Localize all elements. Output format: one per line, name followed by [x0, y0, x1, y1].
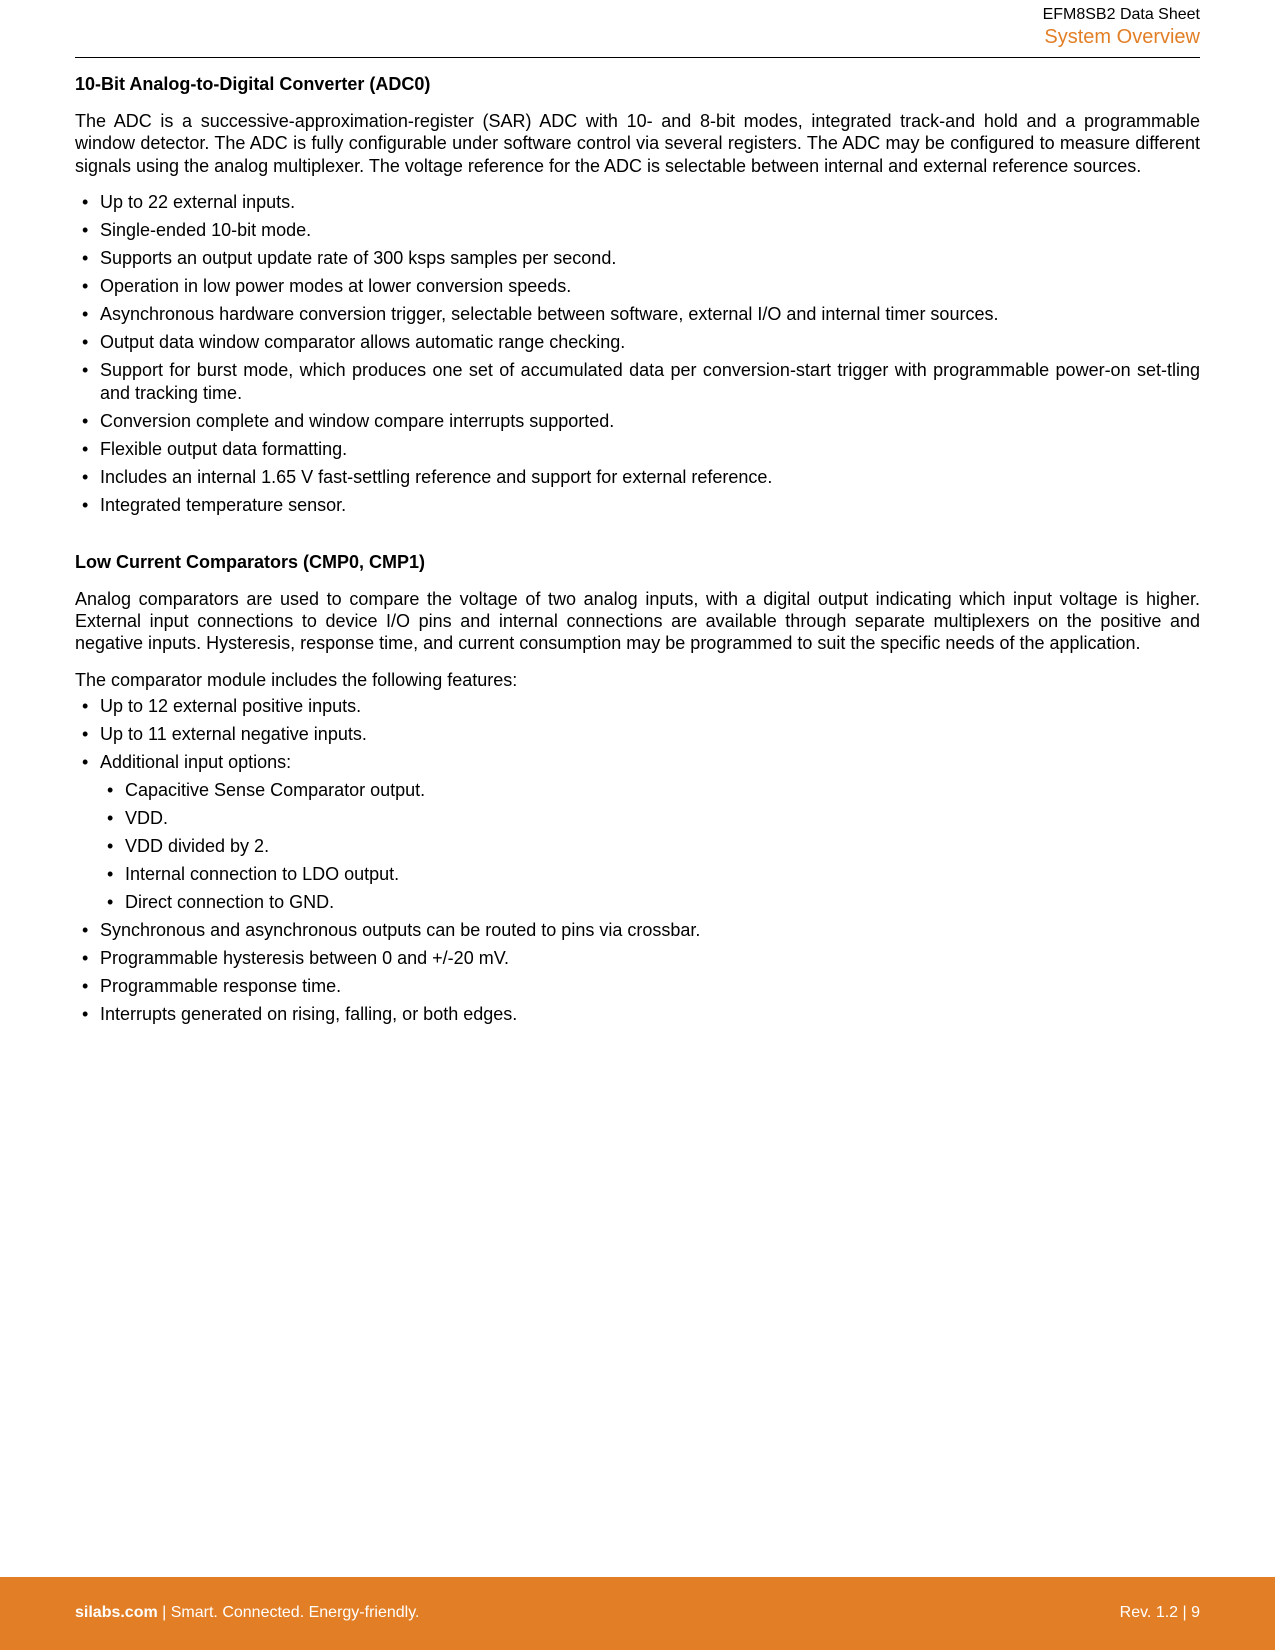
adc-feature-list — [75, 191, 1200, 516]
adc-description: The ADC is a successive-approximation-register (SAR) ADC with 10- and 8-bit modes, integrated track-and hold and a programmable window detector. The ADC is fully configurable under software control via several registers. The ADC may be configured to measure different signals using the analog multiplexer. The voltage reference for the ADC is selectable between internal and external reference sources. — [75, 111, 1200, 176]
section-spacer — [75, 522, 1200, 550]
list-item: • Programmable response time. — [75, 975, 1200, 997]
list-item: • Conversion complete and window compare interrupts supported. — [75, 410, 1200, 432]
page-header — [75, 0, 1200, 58]
list-item: • Up to 22 external inputs. — [75, 191, 1200, 213]
sublist-item: • VDD divided by 2. — [100, 835, 1200, 857]
document-title: EFM8SB2 Data Sheet — [1042, 6, 1200, 23]
list-item: • Supports an output update rate of 300 ksps samples per second. — [75, 247, 1200, 269]
sublist-item: • Internal connection to LDO output. — [100, 863, 1200, 885]
comparator-intro: The comparator module includes the following features: — [75, 669, 518, 690]
footer-tagline: | Smart. Connected. Energy-friendly. — [157, 1604, 420, 1621]
adc-heading: 10-Bit Analog-to-Digital Converter (ADC0) — [75, 74, 431, 94]
comparator-feature-list — [75, 695, 1200, 1025]
list-item: • Up to 12 external positive inputs. — [75, 695, 1200, 717]
list-item: • Synchronous and asynchronous outputs can be routed to pins via crossbar. — [75, 919, 1200, 941]
list-item: • Operation in low power modes at lower conversion speeds. — [75, 275, 1200, 297]
section-title: System Overview — [1044, 26, 1200, 48]
list-item: • Programmable hysteresis between 0 and +/-20 mV. — [75, 947, 1200, 969]
comparator-description: Analog comparators are used to compare the voltage of two analog inputs, with a digital output indicating which input voltage is higher. External input connections to device I/O pins and internal connections are available through separate multiplexers on the positive and negative inputs. Hysteresis, response time, and current consumption may be programmed to suit the specific needs of the application. — [75, 588, 1200, 654]
list-item-with-sublist — [75, 751, 1200, 913]
list-item: • Flexible output data formatting. — [75, 438, 1200, 460]
footer-revision: Rev. 1.2 | 9 — [1119, 1604, 1200, 1621]
comparator-heading: Low Current Comparators (CMP0, CMP1) — [75, 551, 426, 572]
sublist-item: • Capacitive Sense Comparator output. — [100, 779, 1200, 801]
list-item: • Includes an internal 1.65 V fast-settling reference and support for external reference. — [75, 466, 1200, 488]
list-item: • Interrupts generated on rising, falling, or both edges. — [75, 1003, 1200, 1025]
list-item: • Output data window comparator allows automatic range checking. — [75, 331, 1200, 353]
list-item: • Up to 11 external negative inputs. — [75, 723, 1200, 745]
list-item-label: Additional input options: — [100, 752, 292, 773]
list-item: • Asynchronous hardware conversion trigger, selectable between software, external I/O and internal timer sources. — [75, 303, 1200, 325]
footer-site: silabs.com — [75, 1604, 158, 1621]
sublist-item: • VDD. — [100, 807, 1200, 829]
footer-left — [75, 1604, 419, 1622]
list-item: • Support for burst mode, which produces one set of accumulated data per conversion-start trigger with programmable power-on set-tling and tracking time. — [75, 359, 1200, 404]
additional-input-options-list — [100, 779, 1200, 913]
page-content — [75, 72, 1200, 1031]
sublist-item: • Direct connection to GND. — [100, 891, 1200, 913]
list-item: • Single-ended 10-bit mode. — [75, 219, 1200, 241]
page-footer — [0, 1577, 1275, 1650]
list-item: • Integrated temperature sensor. — [75, 494, 1200, 516]
